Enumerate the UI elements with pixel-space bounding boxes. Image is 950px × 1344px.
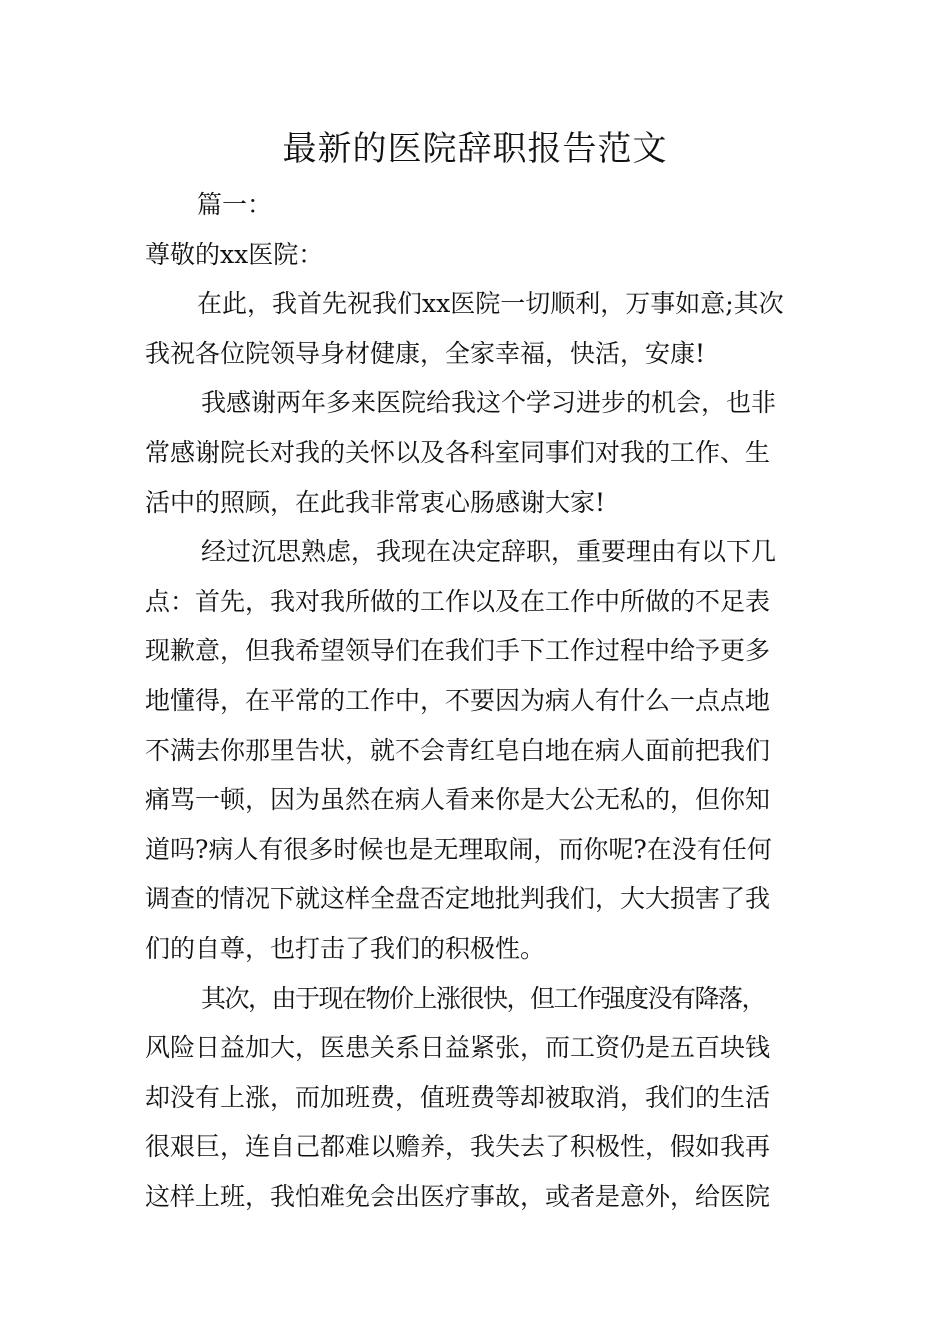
text-line: 这样上班，我怕难免会出医疗事故，或者是意外，给医院: [145, 1181, 771, 1211]
document-body: [145, 180, 815, 1221]
text-line: 道吗?病人有很多时候也是无理取闹，而你呢?在没有任何: [145, 834, 772, 864]
section-heading: 篇一：: [197, 190, 273, 219]
text-line: 我感谢两年多来医院给我这个学习进步的机会，也非: [201, 388, 777, 418]
text-line: 们的自尊，也打击了我们的积极性。: [145, 933, 546, 963]
salutation: 尊敬的xx医院：: [145, 239, 324, 269]
text-line: 我祝各位院领导身材健康，全家幸福，快活，安康!: [145, 338, 706, 368]
text-line: 很艰巨，连自己都难以赡养，我失去了积极性，假如我再: [145, 1132, 771, 1162]
text-line: 在此，我首先祝我们xx医院一切顺利，万事如意;其次: [197, 289, 784, 319]
text-line: 调查的情况下就这样全盘否定地批判我们，大大损害了我: [145, 884, 771, 914]
text-line: 常感谢院长对我的关怀以及各科室同事们对我的工作、生: [145, 437, 771, 467]
text-line: 现歉意，但我希望领导们在我们手下工作过程中给予更多: [145, 636, 771, 666]
text-line: 地懂得，在平常的工作中，不要因为病人有什么一点点地: [145, 685, 771, 715]
text-line: 痛骂一顿，因为虽然在病人看来你是大公无私的，但你知: [145, 785, 771, 815]
text-line: 经过沉思熟虑，我现在决定辞职，重要理由有以下几: [201, 537, 777, 567]
text-line: 点：首先，我对我所做的工作以及在工作中所做的不足表: [145, 586, 771, 616]
text-line: 却没有上涨，而加班费，值班费等却被取消，我们的生活: [145, 1082, 771, 1112]
text-line: 活中的照顾，在此我非常衷心肠感谢大家!: [145, 487, 606, 517]
document-title: 最新的医院辞职报告范文: [282, 129, 668, 169]
text-line: 风险日益加大，医患关系日益紧张，而工资仍是五百块钱: [145, 1033, 771, 1063]
text-line: 其次，由于现在物价上涨很快，但工作强度没有降落，: [201, 983, 766, 1013]
text-line: 不满去你那里告状，就不会青红皂白地在病人面前把我们: [145, 735, 771, 765]
